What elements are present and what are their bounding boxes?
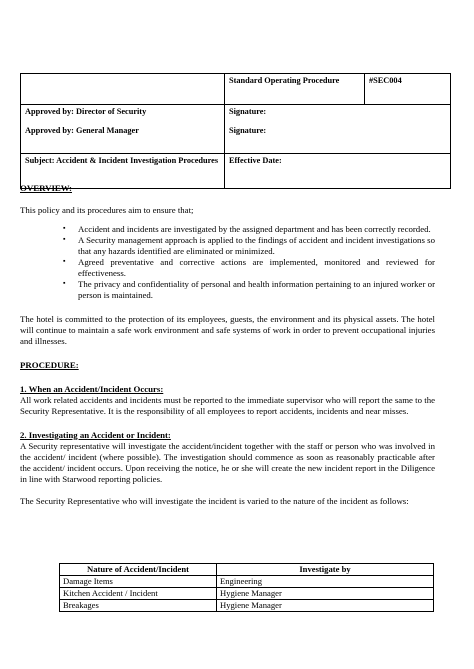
header-blank-cell (21, 74, 225, 105)
effective-date-cell: Effective Date: (225, 154, 451, 189)
doc-type-cell: Standard Operating Procedure (225, 74, 365, 105)
bullet-icon: ▪ (63, 256, 66, 265)
investigation-table (59, 563, 434, 612)
bullet-icon: ▪ (63, 278, 66, 287)
bullet-item: ▪ Accident and incidents are investigated by the assigned department and has been correctly recorded. (63, 223, 431, 234)
section-2-heading: 2. Investigating an Accident or Incident: (20, 429, 171, 440)
signature-label-2: Signature: (229, 126, 267, 136)
section-1-text: All work related accidents and incidents must be reported to the immediate supervisor who will report the same to the Security Representative. It is the responsibility of all employees to report accidents, incidents and near misses. (20, 394, 435, 416)
section-2-text-2: The Security Representative who will investigate the incident is varied to the nature of the incident as follows: (20, 495, 409, 506)
doc-code-cell: #SEC004 (365, 74, 451, 105)
section-2-text: A Security representative will investigate the accident/incident together with the staff or person who was involved in the accident/ incident (where possible). The investigation should commence as soon as reasonably practicable after the accident/ incident occurs. Upon receiving the notice, he or she will create the new incident report in the Diligence in line with Starwood reporting policies. (20, 440, 435, 484)
table-cell: Engineering (217, 576, 434, 588)
table-cell: Hygiene Manager (217, 600, 434, 612)
table-row (60, 600, 434, 612)
bullet-item: ▪ Agreed preventative and corrective actions are implemented, monitored and reviewed for effectiveness. (63, 256, 435, 278)
table-cell: Kitchen Accident / Incident (60, 588, 217, 600)
table-cell: Hygiene Manager (217, 588, 434, 600)
subject-cell: Subject: Accident & Incident Investigation Procedures (21, 154, 225, 189)
table-header-row (60, 564, 434, 576)
procedure-heading: PROCEDURE: (20, 359, 79, 370)
bullet-item: ▪ A Security management approach is applied to the findings of accident and incident investigations so that any hazards identified are eliminated or minimized. (63, 234, 435, 256)
approvals-cell (21, 105, 225, 154)
table-row (60, 576, 434, 588)
signature-label-1: Signature: (229, 107, 267, 116)
section-1-heading: 1. When an Accident/Incident Occurs: (20, 383, 164, 394)
approved-by-director: Approved by: Director of Security (25, 107, 147, 116)
signatures-cell (225, 105, 451, 154)
bullet-icon: ▪ (63, 223, 66, 232)
table-cell: Damage Items (60, 576, 217, 588)
bullet-item: ▪ The privacy and confidentiality of personal and health information pertaining to an injured worker or person is maintained. (63, 278, 435, 300)
overview-bullet-list (20, 224, 435, 301)
overview-intro: This policy and its procedures aim to ensure that; (20, 204, 194, 215)
column-header: Nature of Accident/Incident (60, 564, 217, 576)
table-row (60, 588, 434, 600)
bullet-icon: ▪ (63, 234, 66, 243)
table-cell: Breakages (60, 600, 217, 612)
document-body (20, 183, 435, 507)
overview-heading: OVERVIEW: (20, 183, 72, 193)
sop-header-table (20, 73, 451, 189)
approved-by-gm: Approved by: General Manager (25, 126, 139, 136)
column-header: Investigate by (217, 564, 434, 576)
commitment-paragraph: The hotel is committed to the protection of its employees, guests, the environment and its physical assets. The hotel will continue to maintain a safe work environment and safe systems of work in order to prevent occupational injuries and illnesses. (20, 313, 435, 346)
